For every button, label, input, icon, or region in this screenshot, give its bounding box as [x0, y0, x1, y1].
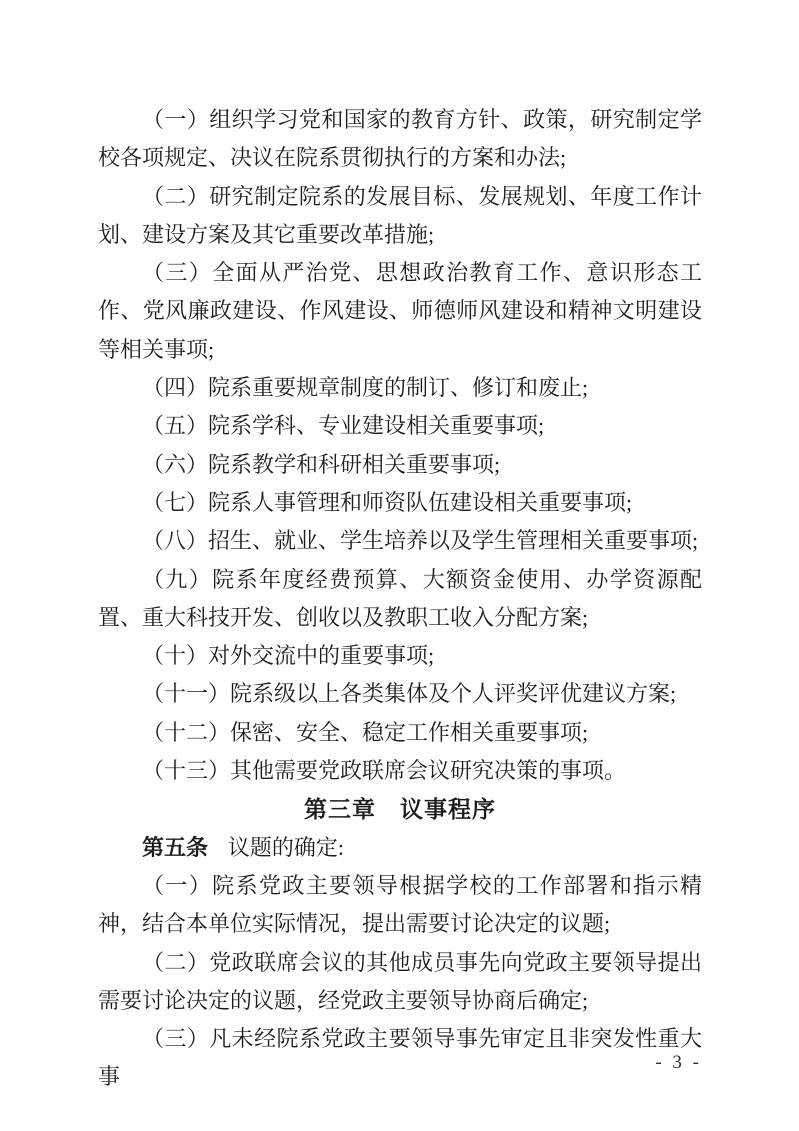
- clause-item-12: （十二）保密、安全、稳定工作相关重要事项;: [142, 719, 589, 745]
- clause-item-1: （一）组织学习党和国家的教育方针、政策，研究制定学校各项规定、决议在院系贯彻执行的方案和办法;: [98, 107, 702, 171]
- chapter-heading: 第三章 议事程序: [304, 796, 496, 823]
- clause-item-3: （三）全面从严治党、思想政治教育工作、意识形态工作、党风廉政建设、作风建设、师德师风建设和精神文明建设等相关事项;: [98, 260, 702, 362]
- clause-item-7: （七）院系人事管理和师资队伍建设相关重要事项;: [142, 489, 633, 515]
- clause-item-5: （五）院系学科、专业建设相关重要事项;: [142, 413, 545, 439]
- document-body: [98, 101, 702, 1097]
- clause-item-11: （十一）院系级以上各类集体及个人评奖评优建议方案;: [142, 681, 677, 707]
- page-number: - 3 -: [655, 1052, 702, 1073]
- article-title: 议题的确定:: [227, 834, 344, 860]
- clause-item-16: （三）凡未经院系党政主要领导事先审定且非突发性重大事: [98, 1026, 702, 1090]
- clause-item-2: （二）研究制定院系的发展目标、发展规划、年度工作计划、建设方案及其它重要改革措施;: [98, 183, 702, 247]
- clause-item-14: （一）院系党政主要领导根据学校的工作部署和指示精神，结合本单位实际情况，提出需要讨论决定的议题;: [98, 872, 702, 937]
- clause-item-15: （二）党政联席会议的其他成员事先向党政主要领导提出需要讨论决定的议题，经党政主要领导协商后确定;: [98, 949, 702, 1013]
- clause-item-8: （八）招生、就业、学生培养以及学生管理相关重要事项;: [142, 528, 699, 554]
- clause-item-4: （四）院系重要规章制度的制订、修订和废止;: [142, 375, 589, 401]
- clause-item-10: （十）对外交流中的重要事项;: [142, 643, 435, 669]
- article-heading: [98, 829, 702, 867]
- clause-item-9: （九）院系年度经费预算、大额资金使用、办学资源配置、重大科技开发、创收以及教职工收入分配方案;: [98, 566, 702, 630]
- clause-item-13: （十三）其他需要党政联席会议研究决策的事项。: [142, 758, 627, 784]
- clause-item-6: （六）院系教学和科研相关重要事项;: [142, 451, 501, 477]
- article-number: 第五条: [142, 834, 209, 860]
